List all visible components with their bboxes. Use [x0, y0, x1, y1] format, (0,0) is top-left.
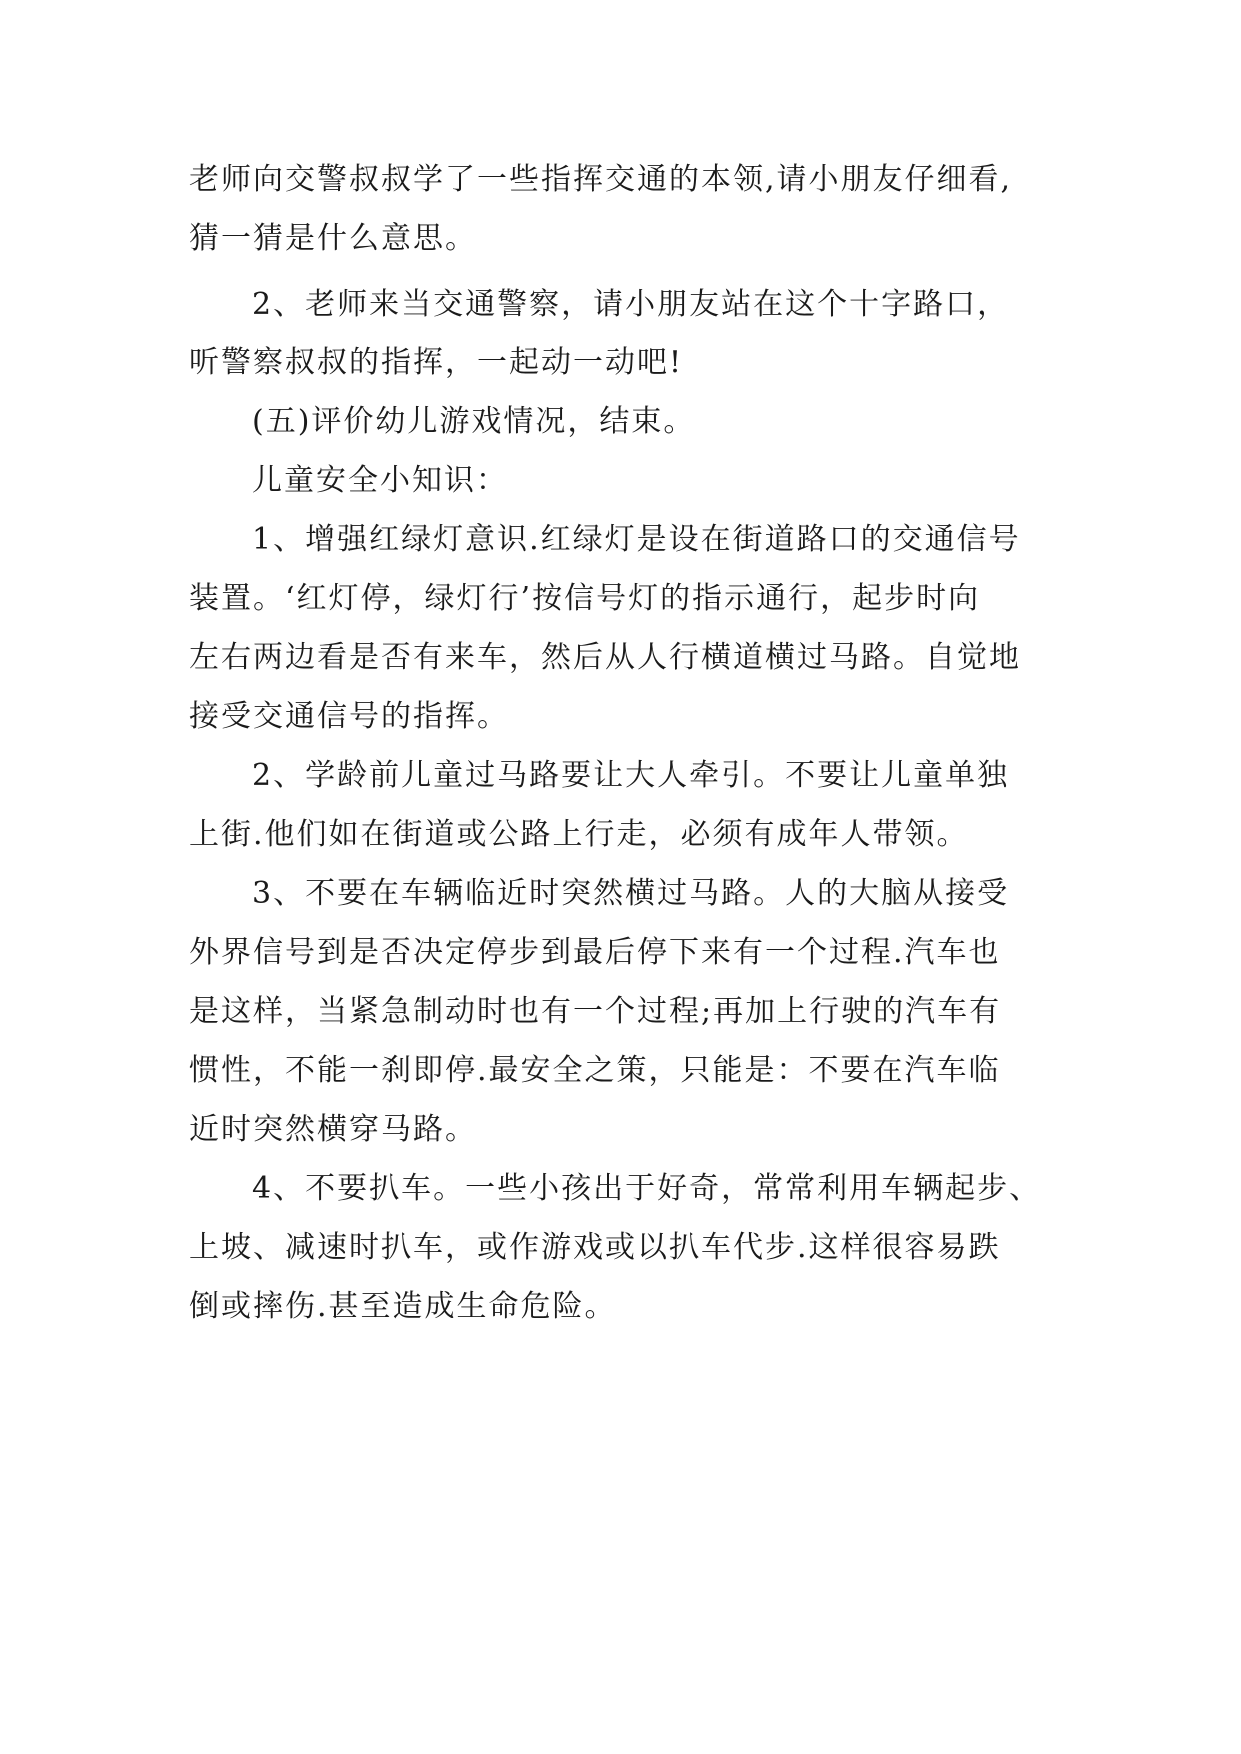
text-line: 左右两边看是否有来车，然后从人行横道横过马路。自觉地	[189, 640, 1021, 675]
text-line: 听警察叔叔的指挥，一起动一动吧!	[189, 345, 684, 380]
text-line: 惯性，不能一刹即停.最安全之策，只能是：不要在汽车临	[189, 1053, 1001, 1088]
text-line: 上坡、减速时扒车，或作游戏或以扒车代步.这样很容易跌	[189, 1230, 1001, 1265]
text-line: 猜一猜是什么意思。	[189, 221, 477, 256]
paragraph-start-line: (五)评价幼儿游戏情况，结束。	[252, 404, 696, 439]
paragraph-start-line: 3、不要在车辆临近时突然横过马路。人的大脑从接受	[252, 876, 1010, 911]
text-line: 老师向交警叔叔学了一些指挥交通的本领,请小朋友仔细看,	[189, 162, 1013, 197]
text-line: 倒或摔伤.甚至造成生命危险。	[189, 1289, 617, 1324]
text-line: 装置。‘红灯停，绿灯行’按信号灯的指示通行，起步时向	[189, 581, 981, 616]
paragraph-start-line: 2、老师来当交通警察，请小朋友站在这个十字路口，	[252, 287, 1010, 322]
text-line: 上街.他们如在街道或公路上行走，必须有成年人带领。	[189, 817, 969, 852]
paragraph-start-line: 2、学龄前儿童过马路要让大人牵引。不要让儿童单独	[252, 758, 1010, 793]
text-line: 近时突然横穿马路。	[189, 1112, 477, 1147]
paragraph-start-line: 4、不要扒车。一些小孩出于好奇，常常利用车辆起步、	[252, 1171, 1042, 1206]
text-line: 外界信号到是否决定停步到最后停下来有一个过程.汽车也	[189, 935, 1001, 970]
text-line: 接受交通信号的指挥。	[189, 699, 509, 734]
section-heading: 儿童安全小知识：	[252, 463, 508, 498]
paragraph-start-line: 1、增强红绿灯意识.红绿灯是设在街道路口的交通信号	[252, 522, 1021, 557]
text-line: 是这样，当紧急制动时也有一个过程;再加上行驶的汽车有	[189, 994, 1002, 1029]
